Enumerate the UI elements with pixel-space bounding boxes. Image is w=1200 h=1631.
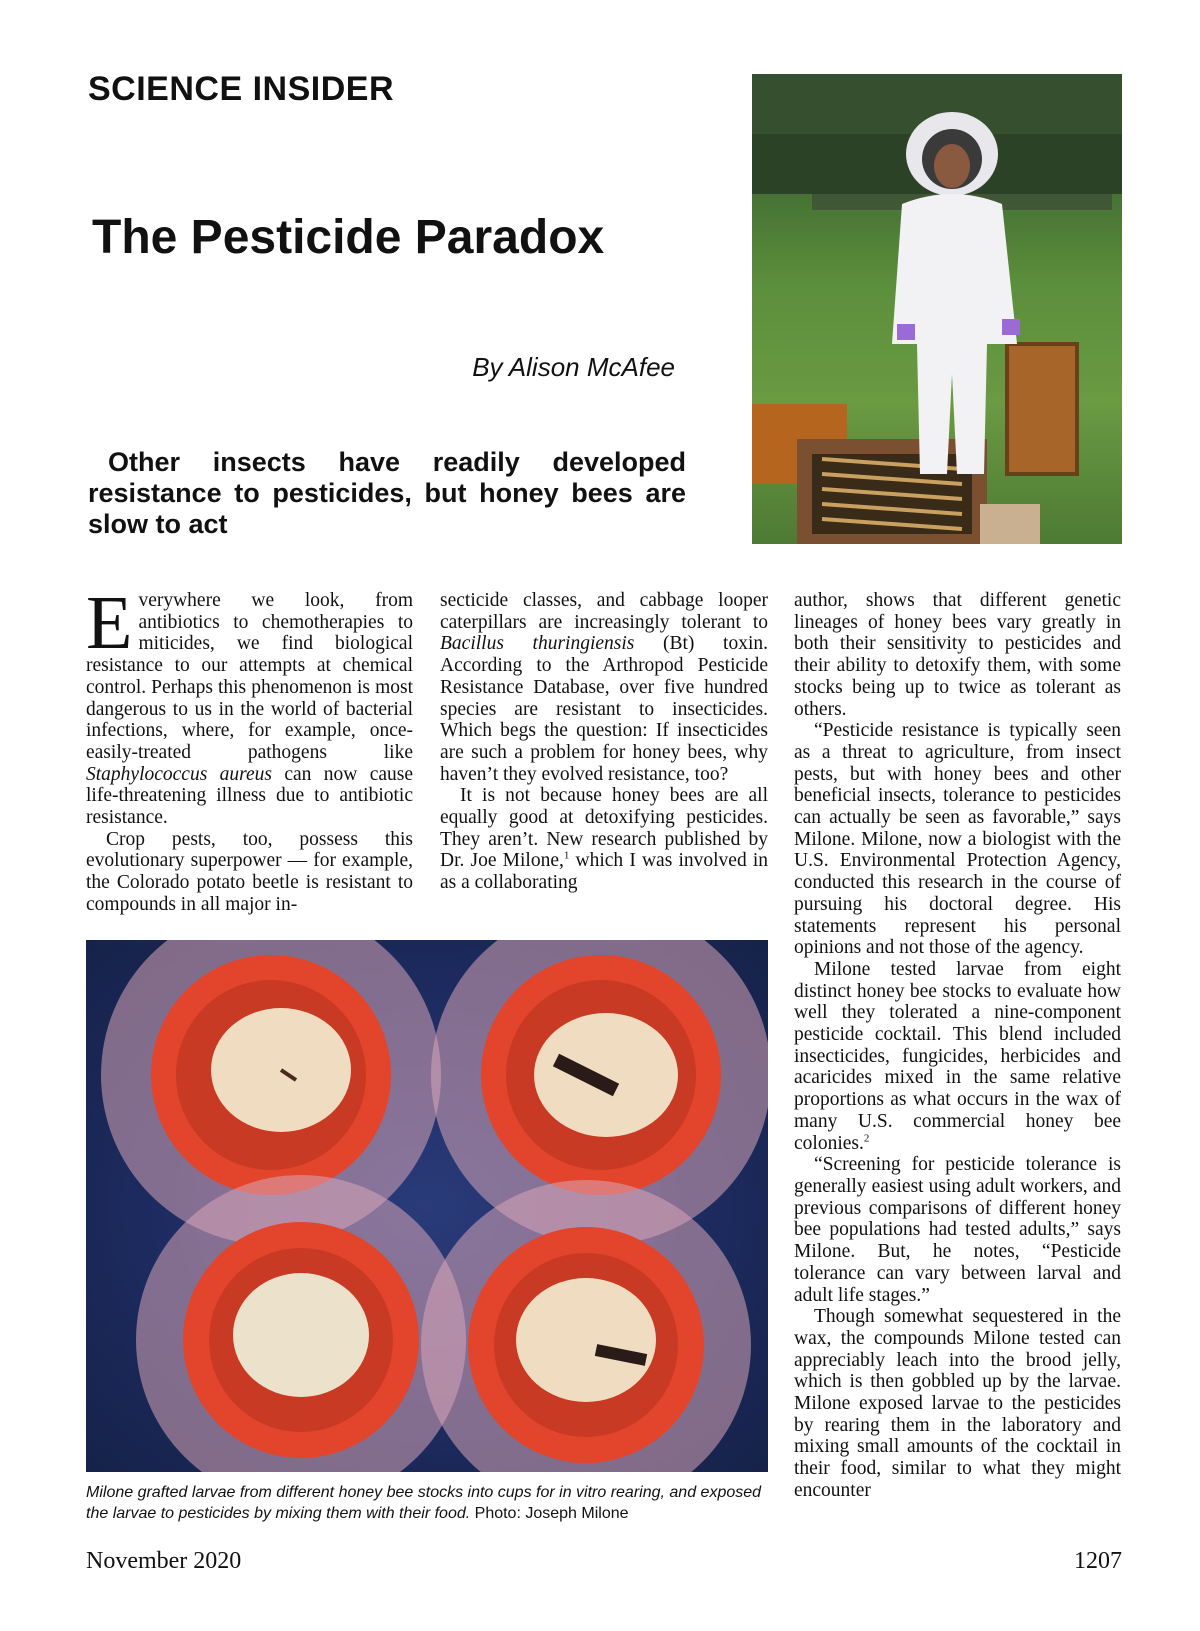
paragraph: Though somewhat sequestered in the wax, the compounds Milone tested can appreciably leach into the brood jelly, which is then gobbled up by the larvae. Milone exposed larvae to the pesticides by rearing them in the laboratory and mixing small amounts of the cocktail in their food, similar to what they might encounter <box>794 1306 1121 1501</box>
byline: By Alison McAfee <box>472 352 675 382</box>
paragraph <box>86 581 414 829</box>
paragraph-text: verywhere we look, from antibiotics to chemotherapies to miticides, we find biological resistance to our attempts at chemical control. Perhaps this phenomenon is most dangerous to us in the world of bacterial infections, where, for example, once-easily-treated pathogens like <box>86 590 413 763</box>
species-name: Staphylococcus aureus <box>86 763 273 785</box>
paragraph: “Screening for pesticide tolerance is generally easiest using adult workers, and previous comparisons of different honey bee populations had tested adults,” says Milone. But, he notes, “Pesticide tolerance can vary between larval and adult life stages.” <box>794 1154 1121 1306</box>
footnote-ref[interactable]: 2 <box>863 1132 870 1145</box>
page-number: 1207 <box>1074 1548 1122 1574</box>
paragraph: author, shows that different genetic lineages of honey bees vary greatly in both their sensitivity to pesticides and their ability to detoxify them, with some stocks being up to twice as tolerant as others. <box>794 590 1121 720</box>
article-column-2 <box>440 590 768 894</box>
section-label: SCIENCE INSIDER <box>88 70 394 108</box>
beekeeper-photo <box>752 74 1122 544</box>
paragraph <box>440 785 768 894</box>
paragraph-text: It is not because honey bees are all equally good at detoxifying pesticides. They aren’t. New research published by Dr. Joe Milone, <box>440 785 768 872</box>
photo-credit: Photo: Joseph Milone <box>474 1505 629 1522</box>
species-name: Bacillus thuringiensis <box>440 633 635 655</box>
article-title: The Pesticide Paradox <box>92 211 605 264</box>
paragraph <box>794 959 1121 1154</box>
issue-date: November 2020 <box>86 1548 242 1574</box>
caption-text: Milone grafted larvae from different honey bee stocks into cups for in vitro rearing, and exposed the larvae to pesticides by mixing them with their food. <box>86 1484 762 1522</box>
paragraph-text: (Bt) toxin. According to the Arthropod Pesticide Resistance Database, over five hundred species are resistant to insecticides. Which begs the question: If insecticides are such a problem for honey bees, why haven’t they evolved resistance, too? <box>440 633 768 785</box>
article-column-1 <box>86 581 414 916</box>
beekeeper-illustration <box>752 74 1122 544</box>
article-column-3 <box>794 590 1121 1502</box>
larvae-cups-illustration <box>86 940 768 1472</box>
paragraph-text: Milone tested larvae from eight distinct honey bee stocks to evaluate how well they tolerated a nine-component pesticide cocktail. This blend included insecticides, fungicides, herbicides and acaricides mixed in the same relative proportions as what occurs in the wax of many U.S. commercial honey bee colonies. <box>794 958 1121 1154</box>
larvae-photo <box>86 940 768 1472</box>
drop-cap: E <box>86 581 133 665</box>
article-deck: Other insects have readily developed resistance to pesticides, but honey bees are slow to act <box>88 447 686 539</box>
paragraph <box>440 590 768 785</box>
footnote-ref[interactable]: 1 <box>563 849 570 862</box>
paragraph-text: can now cause life-threatening illness due to antibiotic resistance. <box>86 763 414 829</box>
paragraph-text: secticide classes, and cabbage looper caterpillars are increasingly tolerant to <box>440 590 768 633</box>
cup-bottom-right <box>421 1180 751 1472</box>
figure-caption <box>86 1482 776 1524</box>
paragraph: Crop pests, too, possess this evolutionary superpower — for example, the Colorado potato beetle is resistant to compounds in all major in- <box>86 828 413 915</box>
paragraph: “Pesticide resistance is typically seen as a threat to agriculture, from insect pests, but with honey bees and other beneficial insects, tolerance to pesticides can actually be seen as favorable,” says Milone. Milone, now a biologist with the U.S. Environmental Protection Agency, conducted this research in the course of pursuing his doctoral degree. His statements represent his personal opinions and not those of the agency. <box>794 720 1121 959</box>
paragraph-text: which I was involved in as a collaborating <box>440 850 769 894</box>
